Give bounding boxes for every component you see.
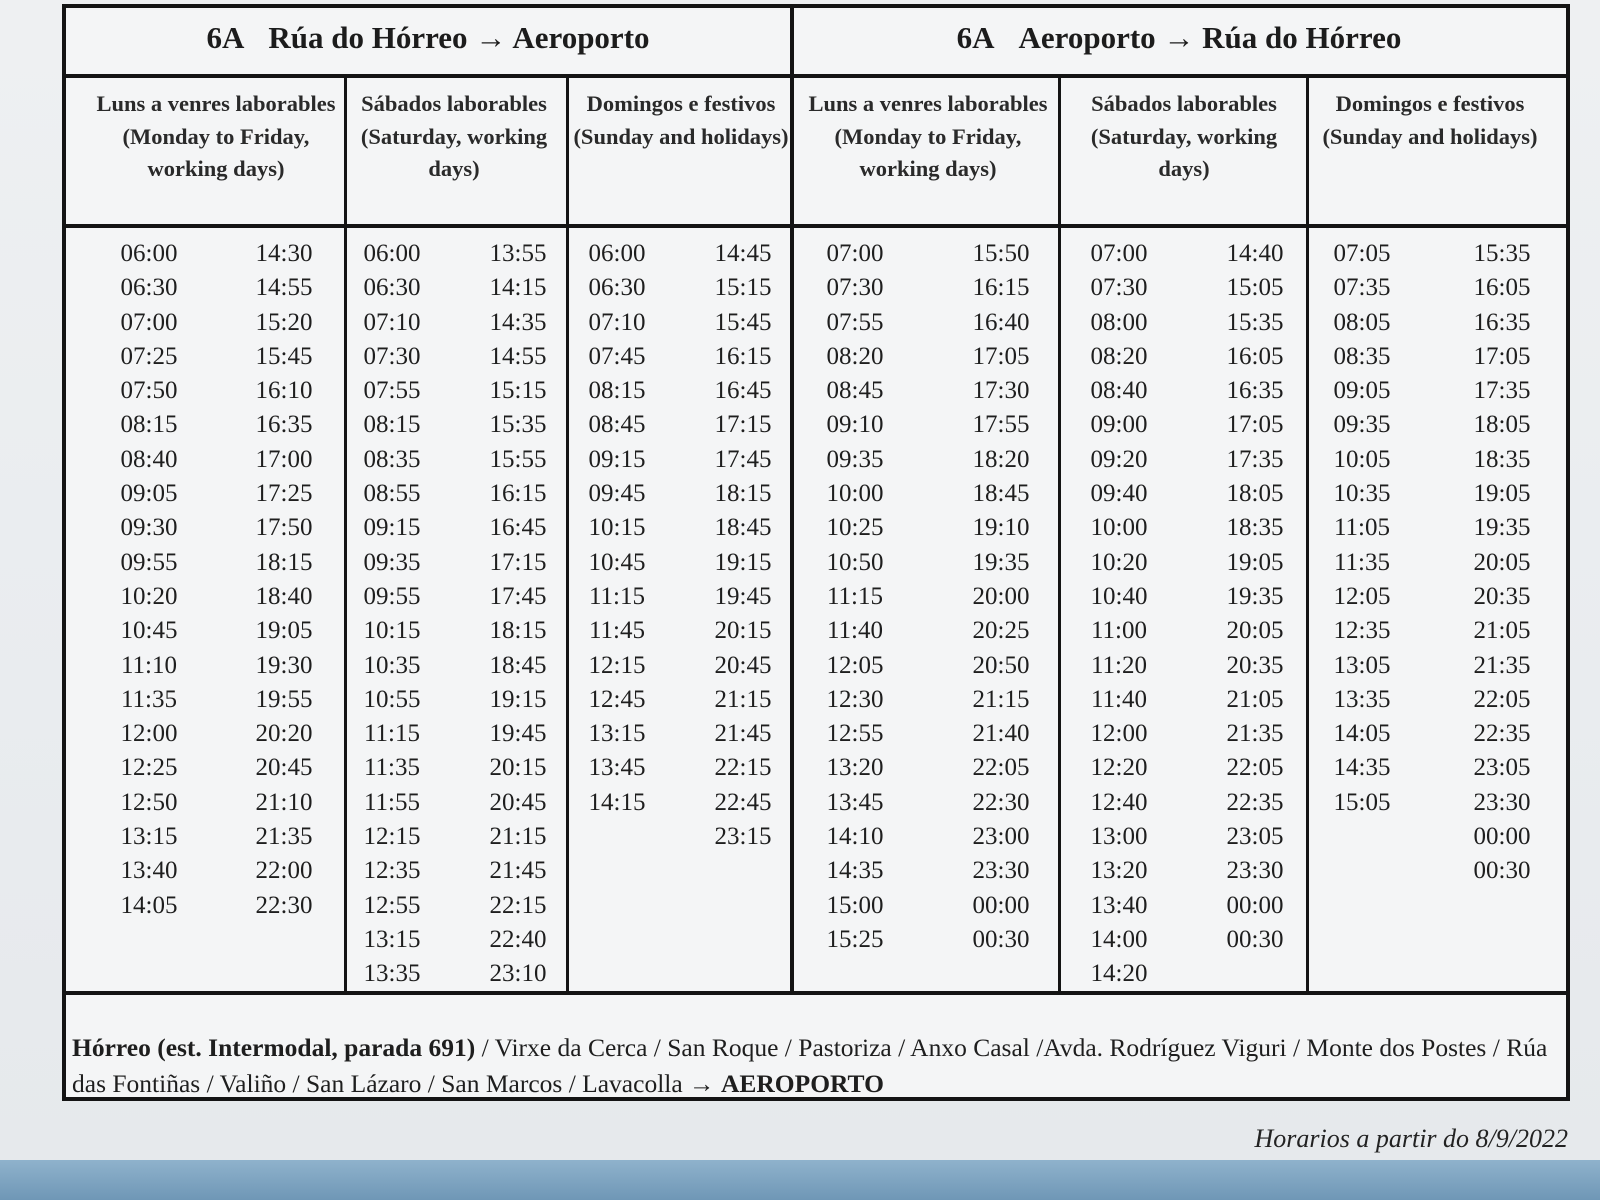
departure-time: 17:05 [1226, 411, 1284, 439]
departure-time: 15:25 [826, 925, 884, 953]
departure-time: 13:15 [120, 823, 178, 851]
departure-time: 19:35 [1226, 582, 1284, 610]
background-surface [0, 1160, 1600, 1200]
departure-time: 07:00 [826, 240, 884, 267]
header-weekdays-outbound: Luns a venres laborables (Monday to Friday, working days) [96, 91, 336, 181]
departure-time: 14:35 [1333, 754, 1391, 782]
departure-time: 16:05 [1473, 274, 1531, 302]
departure-time: 15:05 [1333, 788, 1391, 816]
departure-time: 07:45 [588, 342, 646, 370]
departure-time: 00:30 [1473, 857, 1531, 885]
departure-time: 09:05 [120, 480, 178, 508]
departure-time: 13:45 [588, 754, 646, 782]
departure-time: 09:35 [826, 445, 884, 473]
route-number: 6A [206, 20, 245, 55]
departure-time: 16:45 [489, 514, 547, 542]
origin-stop: Hórreo (est. Intermodal, parada 691) [72, 1033, 476, 1062]
departure-time: 17:55 [972, 411, 1030, 439]
departure-time: 08:40 [120, 445, 178, 473]
departure-time: 15:35 [489, 411, 547, 439]
departure-time: 11:15 [363, 720, 421, 748]
departure-time: 18:40 [255, 582, 313, 610]
departure-time: 18:05 [1226, 480, 1284, 508]
departure-time: 10:15 [363, 617, 421, 645]
departure-time: 19:05 [1473, 480, 1531, 508]
departure-time: 19:10 [972, 514, 1030, 542]
departure-time: 17:45 [489, 582, 547, 610]
departure-time: 12:35 [363, 857, 421, 885]
departure-time: 13:35 [1333, 685, 1391, 713]
departure-time: 13:55 [489, 240, 547, 267]
departure-time: 14:35 [489, 308, 547, 336]
times-sundays-outbound-early [567, 237, 667, 820]
header-saturdays-inbound: Sábados laborables (Saturday, working days) [1090, 91, 1278, 181]
departure-time: 20:45 [714, 651, 772, 679]
times-weekdays-outbound-late [234, 237, 334, 923]
departure-time: 18:15 [255, 548, 313, 576]
times-saturdays-inbound-late [1205, 237, 1305, 957]
departure-time: 11:55 [363, 788, 421, 816]
departure-time: 10:20 [120, 582, 178, 610]
departure-time: 07:30 [1090, 274, 1148, 302]
times-weekdays-outbound-early [99, 237, 199, 923]
departure-time: 17:45 [714, 445, 772, 473]
departure-time: 15:05 [1226, 274, 1284, 302]
departure-time: 14:30 [255, 240, 313, 267]
departure-time: 16:45 [714, 377, 772, 405]
departure-time: 07:55 [826, 308, 884, 336]
departure-time: 09:30 [120, 514, 178, 542]
departure-time: 13:20 [1090, 857, 1148, 885]
departure-time: 19:45 [489, 720, 547, 748]
departure-time: 10:55 [363, 685, 421, 713]
destination-stop: AEROPORTO [720, 1069, 884, 1098]
departure-time: 11:35 [120, 685, 178, 713]
departure-time: 11:35 [363, 754, 421, 782]
column-divider [1306, 74, 1309, 992]
departure-time: 11:40 [1090, 685, 1148, 713]
departure-time: 07:30 [363, 342, 421, 370]
departure-time: 10:00 [1090, 514, 1148, 542]
departure-time: 18:05 [1473, 411, 1531, 439]
departure-time: 15:35 [1226, 308, 1284, 336]
departure-time: 22:40 [489, 925, 547, 953]
departure-time: 12:40 [1090, 788, 1148, 816]
departure-time: 23:30 [972, 857, 1030, 885]
departure-time: 21:35 [1226, 720, 1284, 748]
departure-time: 19:15 [489, 685, 547, 713]
departure-time: 09:55 [363, 582, 421, 610]
header-weekdays-inbound: Luns a venres laborables (Monday to Friday, working days) [808, 91, 1048, 181]
departure-time: 21:10 [255, 788, 313, 816]
departure-time: 11:10 [120, 651, 178, 679]
departure-time: 12:45 [588, 685, 646, 713]
departure-time: 19:05 [1226, 548, 1284, 576]
departure-time: 00:30 [1226, 925, 1284, 953]
departure-time: 21:45 [489, 857, 547, 885]
departure-time: 22:00 [255, 857, 313, 885]
departure-time: 10:45 [588, 548, 646, 576]
departure-time: 19:15 [714, 548, 772, 576]
departure-time: 18:15 [489, 617, 547, 645]
departure-time: 12:50 [120, 788, 178, 816]
departure-time: 09:00 [1090, 411, 1148, 439]
departure-time: 08:15 [120, 411, 178, 439]
departure-time: 10:15 [588, 514, 646, 542]
departure-time: 09:40 [1090, 480, 1148, 508]
departure-time: 20:45 [489, 788, 547, 816]
departure-time: 19:35 [1473, 514, 1531, 542]
departure-time: 14:15 [588, 788, 646, 816]
departure-time: 12:15 [588, 651, 646, 679]
departure-time: 15:45 [714, 308, 772, 336]
departure-time: 22:30 [255, 891, 313, 919]
departure-time: 10:45 [120, 617, 178, 645]
departure-time: 20:15 [714, 617, 772, 645]
departure-time: 17:00 [255, 445, 313, 473]
departure-time: 23:15 [714, 823, 772, 851]
departure-time: 12:00 [120, 720, 178, 748]
departure-time: 21:15 [972, 685, 1030, 713]
route-stops [72, 1030, 1552, 1102]
departure-time: 21:35 [1473, 651, 1531, 679]
departure-time: 08:20 [826, 342, 884, 370]
departure-time: 22:30 [972, 788, 1030, 816]
times-bottom-border [66, 991, 1566, 995]
times-saturdays-outbound-late [468, 237, 568, 992]
departure-time: 18:45 [972, 480, 1030, 508]
departure-time: 08:20 [1090, 342, 1148, 370]
departure-time: 21:05 [1226, 685, 1284, 713]
departure-time: 13:00 [1090, 823, 1148, 851]
departure-time: 08:05 [1333, 308, 1391, 336]
departure-time: 11:35 [1333, 548, 1391, 576]
departure-time: 08:15 [363, 411, 421, 439]
departure-time: 00:00 [1473, 823, 1531, 851]
validity-note: Horarios a partir do 8/9/2022 [1254, 1124, 1568, 1153]
departure-time: 14:55 [255, 274, 313, 302]
departure-time: 09:45 [588, 480, 646, 508]
departure-time: 22:35 [1473, 720, 1531, 748]
departure-time: 00:00 [1226, 891, 1284, 919]
departure-time: 16:15 [489, 480, 547, 508]
departure-time: 14:20 [1090, 960, 1148, 988]
departure-time: 07:35 [1333, 274, 1391, 302]
departure-time: 09:15 [363, 514, 421, 542]
departure-time: 08:35 [363, 445, 421, 473]
departure-time: 14:05 [1333, 720, 1391, 748]
departure-time: 12:55 [363, 891, 421, 919]
departure-time: 23:30 [1473, 788, 1531, 816]
departure-time: 07:10 [588, 308, 646, 336]
departure-time: 16:05 [1226, 342, 1284, 370]
departure-time: 13:40 [1090, 891, 1148, 919]
departure-time: 22:05 [1226, 754, 1284, 782]
intermediate-stops: / Virxe da Cerca / San Roque / Pastoriza / Anxo Casal /Avda. Rodríguez Viguri / Monte dos Postes / Rúa das Fontiñas / Valiño / San Lázaro / San Marcos / Lavacolla → [72, 1033, 1548, 1098]
departure-time: 14:40 [1226, 240, 1284, 267]
departure-time: 23:05 [1226, 823, 1284, 851]
departure-time: 14:15 [489, 274, 547, 302]
departure-time: 20:00 [972, 582, 1030, 610]
departure-time: 09:55 [120, 548, 178, 576]
departure-time: 06:30 [588, 274, 646, 302]
departure-time: 11:45 [588, 617, 646, 645]
departure-time: 12:05 [1333, 582, 1391, 610]
header-saturdays-outbound: Sábados laborables (Saturday, working days) [360, 91, 548, 181]
direction-label: Aeroporto → Rúa do Hórreo [1018, 20, 1402, 55]
departure-time: 20:50 [972, 651, 1030, 679]
departure-time: 22:35 [1226, 788, 1284, 816]
departure-time: 21:05 [1473, 617, 1531, 645]
departure-time: 11:15 [826, 582, 884, 610]
departure-time: 23:05 [1473, 754, 1531, 782]
departure-time: 15:55 [489, 445, 547, 473]
departure-time: 13:15 [588, 720, 646, 748]
departure-time: 22:05 [1473, 685, 1531, 713]
departure-time: 23:30 [1226, 857, 1284, 885]
departure-time: 14:00 [1090, 925, 1148, 953]
header-sundays-outbound: Domingos e festivos (Sunday and holidays) [573, 91, 789, 149]
departure-time: 20:35 [1473, 582, 1531, 610]
departure-time: 07:55 [363, 377, 421, 405]
departure-time: 21:40 [972, 720, 1030, 748]
times-sundays-inbound-late [1452, 237, 1552, 889]
departure-time: 14:55 [489, 342, 547, 370]
departure-time: 07:10 [363, 308, 421, 336]
departure-time: 17:30 [972, 377, 1030, 405]
departure-time: 09:15 [588, 445, 646, 473]
departure-time: 16:15 [972, 274, 1030, 302]
departure-time: 15:00 [826, 891, 884, 919]
departure-time: 22:05 [972, 754, 1030, 782]
departure-time: 21:15 [714, 685, 772, 713]
departure-time: 09:35 [363, 548, 421, 576]
departure-time: 23:10 [489, 960, 547, 988]
departure-time: 10:20 [1090, 548, 1148, 576]
departure-time: 21:15 [489, 823, 547, 851]
departure-time: 10:40 [1090, 582, 1148, 610]
departure-time: 06:00 [588, 240, 646, 267]
departure-time: 08:40 [1090, 377, 1148, 405]
departure-time: 12:00 [1090, 720, 1148, 748]
departure-time: 17:25 [255, 480, 313, 508]
departure-time: 10:00 [826, 480, 884, 508]
departure-time: 13:45 [826, 788, 884, 816]
departure-time: 12:35 [1333, 617, 1391, 645]
departure-time: 10:35 [1333, 480, 1391, 508]
departure-time: 07:05 [1333, 240, 1391, 267]
departure-time: 20:25 [972, 617, 1030, 645]
departure-time: 12:25 [120, 754, 178, 782]
departure-time: 12:30 [826, 685, 884, 713]
departure-time: 22:45 [714, 788, 772, 816]
departure-time: 06:00 [120, 240, 178, 267]
departure-time: 00:00 [972, 891, 1030, 919]
departure-time: 08:15 [588, 377, 646, 405]
departure-time: 13:05 [1333, 651, 1391, 679]
departure-time: 10:50 [826, 548, 884, 576]
departure-time: 13:35 [363, 960, 421, 988]
departure-time: 17:50 [255, 514, 313, 542]
departure-time: 12:05 [826, 651, 884, 679]
times-sundays-outbound-late [693, 237, 793, 854]
departure-time: 19:35 [972, 548, 1030, 576]
departure-time: 19:45 [714, 582, 772, 610]
departure-time: 11:00 [1090, 617, 1148, 645]
departure-time: 16:35 [1226, 377, 1284, 405]
left-direction-title [66, 20, 790, 60]
departure-time: 06:30 [363, 274, 421, 302]
departure-time: 21:45 [714, 720, 772, 748]
departure-time: 19:55 [255, 685, 313, 713]
times-saturdays-inbound-early [1069, 237, 1169, 992]
departure-time: 12:15 [363, 823, 421, 851]
departure-time: 20:45 [255, 754, 313, 782]
departure-time: 14:10 [826, 823, 884, 851]
departure-time: 18:15 [714, 480, 772, 508]
departure-time: 16:35 [1473, 308, 1531, 336]
departure-time: 18:45 [714, 514, 772, 542]
departure-time: 13:40 [120, 857, 178, 885]
departure-time: 17:15 [489, 548, 547, 576]
departure-time: 08:00 [1090, 308, 1148, 336]
departure-time: 09:10 [826, 411, 884, 439]
departure-time: 17:35 [1226, 445, 1284, 473]
departure-time: 07:25 [120, 342, 178, 370]
departure-time: 19:30 [255, 651, 313, 679]
departure-time: 16:35 [255, 411, 313, 439]
departure-time: 20:20 [255, 720, 313, 748]
departure-time: 10:05 [1333, 445, 1391, 473]
departure-time: 00:30 [972, 925, 1030, 953]
departure-time: 15:50 [972, 240, 1030, 267]
departure-time: 13:15 [363, 925, 421, 953]
departure-time: 20:05 [1473, 548, 1531, 576]
departure-time: 09:20 [1090, 445, 1148, 473]
departure-time: 08:45 [588, 411, 646, 439]
departure-time: 19:05 [255, 617, 313, 645]
departure-time: 09:35 [1333, 411, 1391, 439]
departure-time: 14:05 [120, 891, 178, 919]
departure-time: 16:40 [972, 308, 1030, 336]
title-separator [66, 74, 1566, 78]
departure-time: 07:00 [1090, 240, 1148, 267]
departure-time: 12:55 [826, 720, 884, 748]
departure-time: 16:10 [255, 377, 313, 405]
departure-time: 15:35 [1473, 240, 1531, 267]
departure-time: 18:35 [1473, 445, 1531, 473]
departure-time: 10:35 [363, 651, 421, 679]
departure-time: 20:35 [1226, 651, 1284, 679]
departure-time: 13:20 [826, 754, 884, 782]
departure-time: 22:15 [489, 891, 547, 919]
departure-time: 17:05 [1473, 342, 1531, 370]
departure-time: 15:15 [714, 274, 772, 302]
route-number: 6A [956, 20, 995, 55]
departure-time: 08:55 [363, 480, 421, 508]
departure-time: 15:20 [255, 308, 313, 336]
departure-time: 18:35 [1226, 514, 1284, 542]
departure-time: 06:00 [363, 240, 421, 267]
departure-time: 08:35 [1333, 342, 1391, 370]
departure-time: 14:35 [826, 857, 884, 885]
departure-time: 21:35 [255, 823, 313, 851]
header-sundays-inbound: Domingos e festivos (Sunday and holidays) [1322, 91, 1538, 149]
departure-time: 08:45 [826, 377, 884, 405]
departure-time: 11:40 [826, 617, 884, 645]
times-weekdays-inbound-late [951, 237, 1051, 957]
departure-time: 12:20 [1090, 754, 1148, 782]
times-weekdays-inbound-early [805, 237, 905, 957]
departure-time: 11:20 [1090, 651, 1148, 679]
departure-time: 17:05 [972, 342, 1030, 370]
departure-time: 20:15 [489, 754, 547, 782]
right-direction-title [792, 20, 1566, 60]
departure-time: 20:05 [1226, 617, 1284, 645]
departure-time: 17:35 [1473, 377, 1531, 405]
times-saturdays-outbound-early [342, 237, 442, 992]
departure-time: 17:15 [714, 411, 772, 439]
departure-time: 07:50 [120, 377, 178, 405]
departure-time: 18:45 [489, 651, 547, 679]
departure-time: 15:15 [489, 377, 547, 405]
times-sundays-inbound-early [1312, 237, 1412, 820]
departure-time: 11:05 [1333, 514, 1391, 542]
departure-time: 15:45 [255, 342, 313, 370]
departure-time: 06:30 [120, 274, 178, 302]
departure-time: 23:00 [972, 823, 1030, 851]
departure-time: 11:15 [588, 582, 646, 610]
departure-time: 18:20 [972, 445, 1030, 473]
departure-time: 10:25 [826, 514, 884, 542]
departure-time: 07:00 [120, 308, 178, 336]
departure-time: 07:30 [826, 274, 884, 302]
departure-time: 22:15 [714, 754, 772, 782]
departure-time: 16:15 [714, 342, 772, 370]
departure-time: 09:05 [1333, 377, 1391, 405]
departure-time: 14:45 [714, 240, 772, 267]
direction-label: Rúa do Hórreo → Aeroporto [268, 20, 650, 55]
